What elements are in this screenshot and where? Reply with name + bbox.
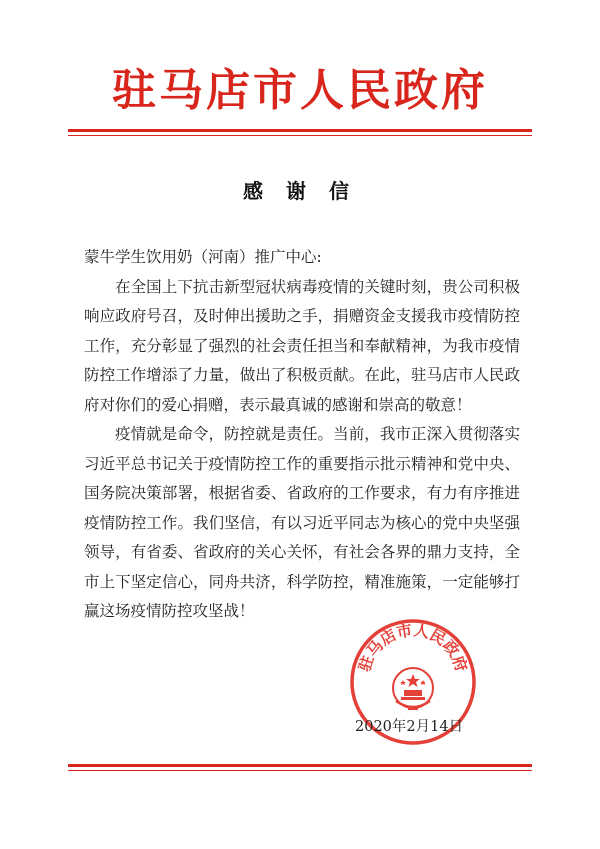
national-emblem-icon <box>393 668 433 710</box>
letterhead-rule-thin <box>68 135 532 136</box>
salutation: 蒙牛学生饮用奶（河南）推广中心: <box>84 248 322 266</box>
letter-body <box>84 243 520 627</box>
document-title: 感 谢 信 <box>243 179 357 203</box>
seal-text: 驻马店市人民政府 <box>354 620 472 674</box>
paragraph-2: 疫情就是命令，防控就是责任。当前，我市正深入贯彻落实习近平总书记关于疫情防控工作的重要指示批示精神和党中央、国务院决策部署，根据省委、省政府的工作要求，有力有序推进疫情防控工作。我们坚信，有以习近平同志为核心的党中央坚强领导，有省委、省政府的关心关怀，有社会各界的鼎力支持，全市上下坚定信心，同舟共济，科学防控，精准施策，一定能够打赢这场疫情防控攻坚战！ <box>84 425 520 620</box>
letter-date: 2020年2月14日 <box>355 719 464 735</box>
letterhead-title: 驻马店市人民政府 <box>112 65 488 116</box>
paragraph-1: 在全国上下抗击新型冠状病毒疫情的关键时刻，贵公司积极响应政府号召，及时伸出援助之手，捐赠资金支援我市疫情防控工作，充分彰显了强烈的社会责任担当和奉献精神，为我市疫情防控工作增添了力量，做出了积极贡献。在此，驻马店市人民政府对你们的爱心捐赠，表示最真诚的感谢和崇高的敬意！ <box>84 277 520 414</box>
footer-rule-thin <box>68 770 532 771</box>
footer-rule-thick <box>68 764 532 767</box>
letterhead-rule-thick <box>68 129 532 132</box>
